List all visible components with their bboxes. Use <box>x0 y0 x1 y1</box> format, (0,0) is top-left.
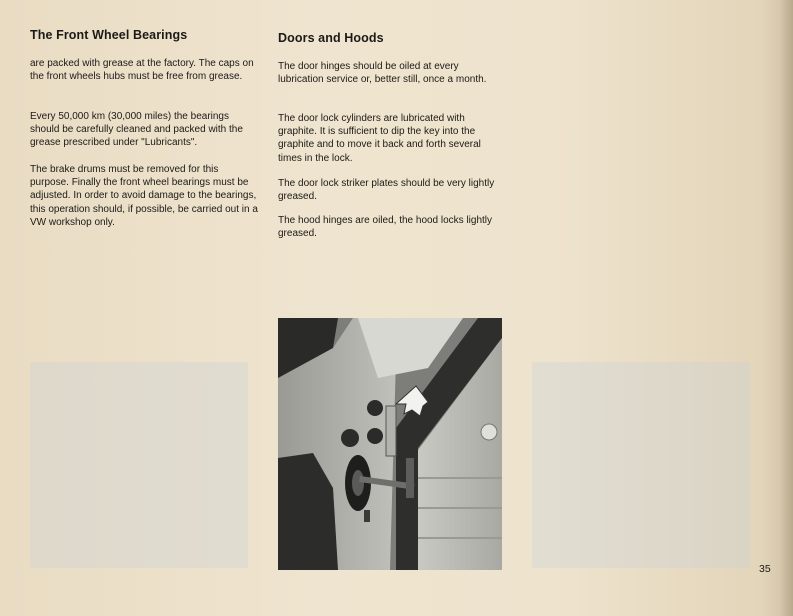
heading-doors-and-hoods: Doors and Hoods <box>278 31 384 45</box>
paragraph: The door hinges should be oiled at every lubrication service or, better still, once a month. <box>278 61 487 86</box>
door-hinge-photo <box>278 318 502 570</box>
paragraph: The hood hinges are oiled, the hood locks lightly greased. <box>278 215 493 240</box>
show-through-left <box>30 362 248 568</box>
paragraph: The door lock cylinders are lubricated with graphite. It is sufficient to dip the key into the graphite and to move it back and forth several times in the lock. <box>278 113 481 164</box>
paragraph: are packed with grease at the factory. The caps on the front wheels hubs must be free from grease. <box>30 58 254 83</box>
show-through-right <box>532 362 750 568</box>
door-hinge-illustration <box>278 318 502 570</box>
paragraph: The brake drums must be removed for this purpose. Finally the front wheel bearings must be adjusted. In order to avoid damage to the bearings, this operation should, if possible, be carried out in a VW workshop only. <box>30 164 258 228</box>
paragraph: The door lock striker plates should be very lightly greased. <box>278 178 495 203</box>
page-number: 35 <box>759 563 771 575</box>
page-spine-shadow <box>779 0 793 616</box>
heading-front-wheel-bearings: The Front Wheel Bearings <box>30 28 188 42</box>
paragraph: Every 50,000 km (30,000 miles) the bearings should be carefully cleaned and packed with the grease prescribed under "Lubricants". <box>30 111 243 149</box>
